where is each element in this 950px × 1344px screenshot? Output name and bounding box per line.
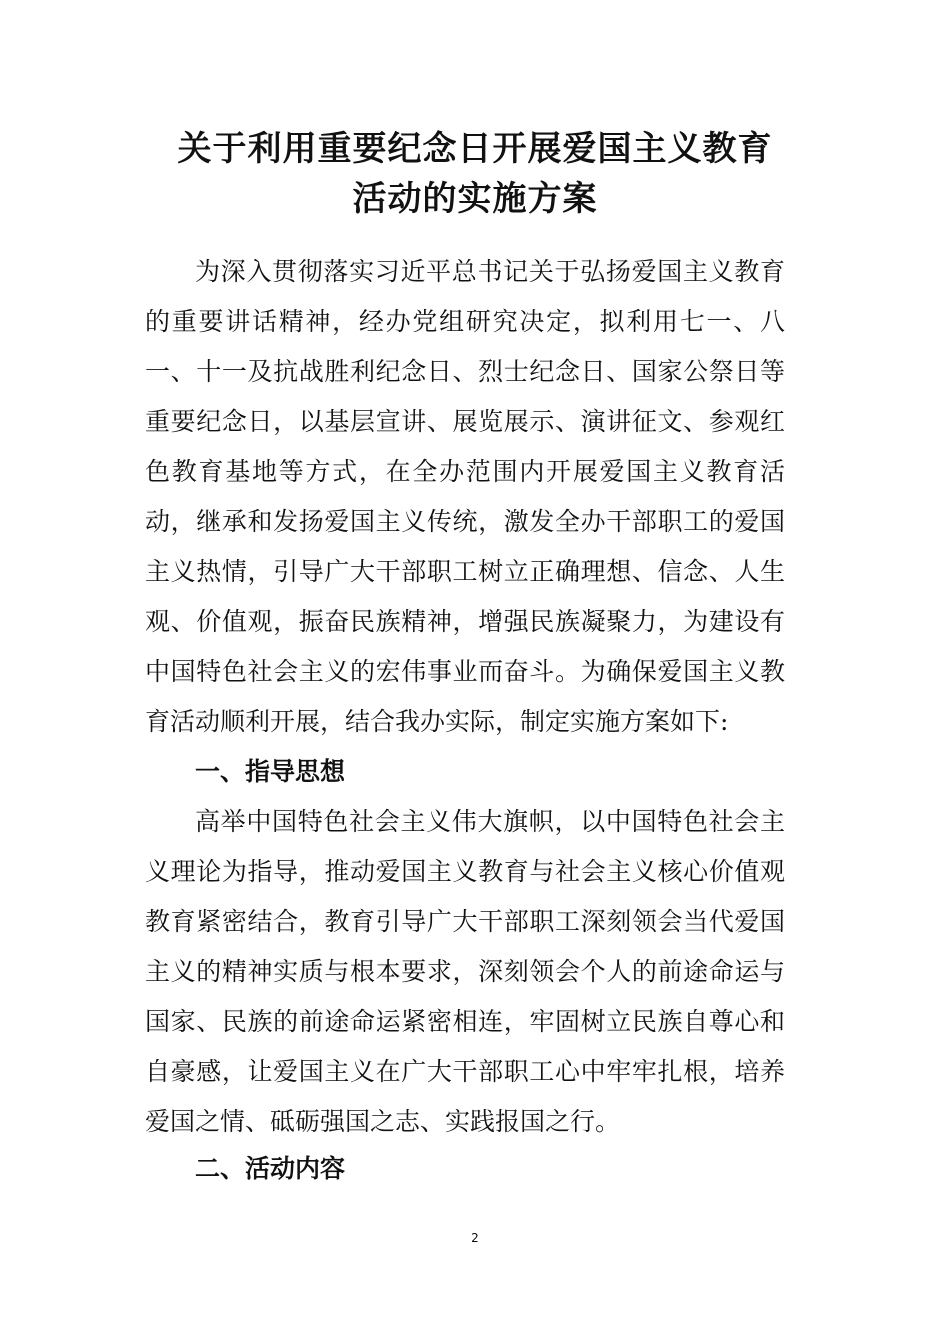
section-heading-guiding-ideology: 一、指导思想	[195, 757, 346, 786]
page-number: 2	[471, 1231, 479, 1245]
document-title-line-2: 活动的实施方案	[352, 179, 598, 219]
intro-paragraph: 为深入贯彻落实习近平总书记关于弘扬爱国主义教育的重要讲话精神，经办党组研究决定，拟利用七一、八一、十一及抗战胜利纪念日、烈士纪念日、国家公祭日等重要纪念日，以基层宣讲、展览展示、演讲征文、参观红色教育基地等方式，在全办范围内开展爱国主义教育活动，继承和发扬爱国主义传统，激发全办干部职工的爱国主义热情，引导广大干部职工树立正确理想、信念、人生观、价值观，振奋民族精神，增强民族凝聚力，为建设有中国特色社会主义的宏伟事业而奋斗。为确保爱国主义教育活动顺利开展，结合我办实际，制定实施方案如下:	[145, 257, 785, 736]
guiding-ideology-paragraph: 高举中国特色社会主义伟大旗帜，以中国特色社会主义理论为指导，推动爱国主义教育与社会主义核心价值观教育紧密结合，教育引导广大干部职工深刻领会当代爱国主义的精神实质与根本要求，深刻领会个人的前途命运与国家、民族的前途命运紧密相连，牢固树立民族自尊心和自豪感，让爱国主义在广大干部职工心中牢牢扎根，培养爱国之情、砥砺强国之志、实践报国之行。	[145, 807, 785, 1136]
section-heading-activity-content: 二、活动内容	[195, 1154, 346, 1183]
document-title-line-1: 关于利用重要纪念日开展爱国主义教育	[177, 129, 773, 169]
